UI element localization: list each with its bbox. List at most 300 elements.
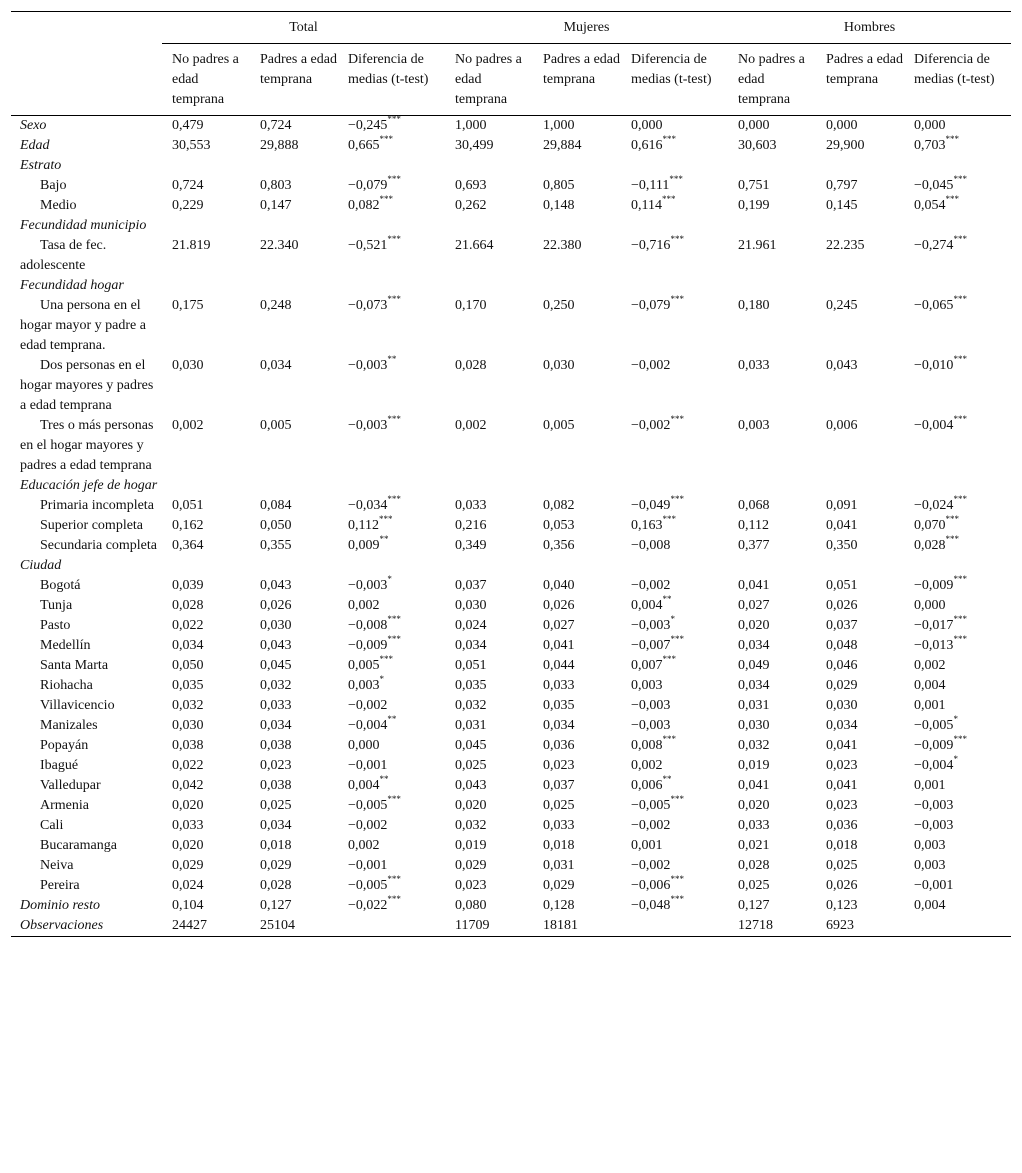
table-cell [533, 836, 621, 856]
table-cell [533, 916, 621, 937]
cell-value: 0,032 [172, 698, 204, 713]
cell-value: 0,051 [455, 658, 487, 673]
cell-value: −0,003 [914, 818, 954, 833]
row-label: Villavicencio [40, 698, 115, 713]
table-cell [162, 876, 250, 896]
cell-value: 0,021 [738, 838, 770, 853]
row-label: Medio [40, 198, 77, 213]
table-cell [816, 896, 904, 916]
cell-value: −0,002 [631, 858, 671, 873]
cell-value: 0,029 [455, 858, 487, 873]
table-cell [338, 716, 445, 736]
table-cell [621, 136, 728, 156]
cell-value: 0,082 [543, 498, 575, 513]
significance-marker: *** [662, 654, 677, 665]
cell-value: 0,041 [826, 738, 858, 753]
stub-header [11, 12, 162, 44]
cell-value: 0,038 [260, 738, 292, 753]
table-cell [728, 896, 816, 916]
cell-value: 0,248 [260, 298, 292, 313]
table-cell [728, 596, 816, 616]
cell-value: 0,033 [543, 678, 575, 693]
cell-value: 0,050 [260, 518, 292, 533]
cell-value: −0,002 [348, 818, 388, 833]
table-cell [162, 116, 250, 137]
table-cell [728, 696, 816, 716]
table-cell [338, 296, 445, 356]
cell-value: 0,001 [914, 778, 946, 793]
table-cell [338, 416, 445, 476]
cell-value: 0,027 [738, 598, 770, 613]
table-cell [338, 236, 445, 276]
table-row [11, 696, 1011, 716]
cell-value: 0,051 [172, 498, 204, 513]
cell-value: 0,041 [738, 578, 770, 593]
table-cell [162, 716, 250, 736]
section-header-row [11, 276, 1011, 296]
cell-value: 0,170 [455, 298, 487, 313]
table-cell [445, 536, 533, 556]
table-cell [621, 696, 728, 716]
table-cell [728, 576, 816, 596]
cell-value: 22.235 [826, 238, 865, 253]
cell-value: −0,008 [348, 618, 388, 633]
table-cell [904, 836, 1011, 856]
table-row [11, 756, 1011, 776]
table-body [11, 116, 1011, 937]
table-cell [904, 916, 1011, 937]
table-row [11, 176, 1011, 196]
cell-value: 0,034 [260, 818, 292, 833]
section-label: Fecundidad hogar [20, 278, 124, 293]
table-cell [904, 536, 1011, 556]
cell-value: 0,028 [914, 538, 946, 553]
col-header: Diferencia de medias (t-test) [904, 44, 1011, 116]
significance-marker: *** [670, 234, 684, 245]
table-cell [621, 636, 728, 656]
cell-value: 0,004 [348, 778, 380, 793]
table-cell [816, 196, 904, 216]
table-cell [250, 636, 338, 656]
cell-value: 0,033 [738, 358, 770, 373]
table-cell [250, 876, 338, 896]
table-cell [533, 116, 621, 137]
table-cell [445, 116, 533, 137]
significance-marker: *** [387, 174, 401, 185]
table-cell [445, 356, 533, 416]
table-cell [904, 236, 1011, 276]
cell-value: 0,020 [172, 798, 204, 813]
table-cell [338, 176, 445, 196]
table-cell [250, 616, 338, 636]
table-cell [816, 796, 904, 816]
table-cell [445, 136, 533, 156]
row-label: Neiva [40, 858, 74, 873]
cell-value: −0,274 [914, 238, 954, 253]
table-cell [816, 116, 904, 137]
cell-value: 0,350 [826, 538, 858, 553]
table-cell [533, 416, 621, 476]
cell-value: 0,162 [172, 518, 204, 533]
cell-value: 0,034 [260, 718, 292, 733]
cell-value: −0,001 [914, 878, 954, 893]
table-cell [621, 176, 728, 196]
table-row [11, 816, 1011, 836]
cell-value: 1,000 [455, 118, 487, 133]
table-cell [250, 836, 338, 856]
table-cell [445, 756, 533, 776]
cell-value: 29,900 [826, 138, 865, 153]
cell-value: −0,521 [348, 238, 388, 253]
cell-value: 1,000 [543, 118, 575, 133]
cell-value: 0,035 [543, 698, 575, 713]
significance-marker: *** [387, 614, 401, 625]
table-cell [445, 516, 533, 536]
cell-value: −0,013 [914, 638, 954, 653]
cell-value: 22.380 [543, 238, 582, 253]
table-cell [621, 796, 728, 816]
table-cell [816, 596, 904, 616]
table-row [11, 836, 1011, 856]
cell-value: 0,123 [826, 898, 858, 913]
cell-value: 0,022 [172, 618, 204, 633]
significance-marker: *** [669, 174, 683, 185]
table-cell [338, 876, 445, 896]
cell-value: 0,036 [543, 738, 575, 753]
table-cell [816, 536, 904, 556]
row-label: Medellín [40, 638, 91, 653]
table-cell [445, 856, 533, 876]
cell-value: −0,048 [631, 898, 671, 913]
cell-value: 0,703 [914, 138, 946, 153]
table-cell [621, 856, 728, 876]
table-cell [904, 756, 1011, 776]
summary-statistics-table [11, 11, 1011, 937]
cell-value: 0,037 [455, 578, 487, 593]
cell-value: 0,020 [172, 838, 204, 853]
table-cell [533, 696, 621, 716]
significance-marker: *** [945, 134, 960, 145]
cell-value: 0,023 [826, 758, 858, 773]
cell-value: 6923 [826, 918, 855, 933]
cell-value: −0,079 [348, 178, 388, 193]
cell-value: 0,050 [172, 658, 204, 673]
cell-value: 0,028 [738, 858, 770, 873]
cell-value: 0,002 [348, 838, 380, 853]
cell-value: 0,032 [455, 698, 487, 713]
column-header-row [11, 44, 1011, 116]
cell-value: 0,053 [543, 518, 575, 533]
table-cell [904, 716, 1011, 736]
cell-value: 0,049 [738, 658, 770, 673]
cell-value: 0,147 [260, 198, 292, 213]
table-cell [816, 716, 904, 736]
cell-value: −0,065 [914, 298, 954, 313]
cell-value: 0,148 [543, 198, 575, 213]
cell-value: −0,008 [631, 538, 671, 553]
row-label: Valledupar [40, 778, 101, 793]
significance-marker: * [387, 574, 392, 585]
table-cell [162, 816, 250, 836]
table-cell [728, 296, 816, 356]
table-row [11, 796, 1011, 816]
table-cell [338, 496, 445, 516]
table-cell [162, 596, 250, 616]
table-row [11, 116, 1011, 137]
table-cell [728, 816, 816, 836]
cell-value: 0,002 [631, 758, 663, 773]
table-cell [162, 896, 250, 916]
table-cell [162, 916, 250, 937]
significance-marker: *** [945, 534, 960, 545]
cell-value: 30,553 [172, 138, 211, 153]
cell-value: 0,025 [738, 878, 770, 893]
significance-marker: * [953, 754, 958, 765]
cell-value: 0,355 [260, 538, 292, 553]
table-cell [533, 536, 621, 556]
table-cell [162, 516, 250, 536]
table-cell [445, 196, 533, 216]
table-row [11, 676, 1011, 696]
row-label: Tres o más personas en el hogar mayores y padres a edad temprana [20, 418, 154, 473]
table-cell [533, 756, 621, 776]
table-cell [621, 356, 728, 416]
table-cell [162, 796, 250, 816]
table-row [11, 296, 1011, 356]
table-cell [904, 296, 1011, 356]
table-cell [728, 356, 816, 416]
table-cell [728, 136, 816, 156]
table-cell [904, 116, 1011, 137]
table-cell [621, 536, 728, 556]
cell-value: 0,006 [826, 418, 858, 433]
table-cell [621, 116, 728, 137]
table-cell [445, 416, 533, 476]
table-cell [338, 816, 445, 836]
table-cell [162, 496, 250, 516]
cell-value: 0,034 [738, 638, 770, 653]
cell-value: 0,032 [455, 818, 487, 833]
table-cell [621, 616, 728, 636]
cell-value: −0,004 [914, 758, 954, 773]
col-header: No padres a edad temprana [162, 44, 250, 116]
table-row [11, 196, 1011, 216]
table-cell [728, 236, 816, 276]
cell-value: 0,020 [738, 798, 770, 813]
significance-marker: *** [379, 194, 393, 205]
cell-value: −0,022 [348, 898, 388, 913]
significance-marker: *** [379, 134, 393, 145]
table-cell [445, 236, 533, 276]
table-cell [533, 176, 621, 196]
cell-value: 0,025 [455, 758, 487, 773]
significance-marker: *** [387, 794, 401, 805]
cell-value: −0,017 [914, 618, 954, 633]
cell-value: 0,068 [738, 498, 770, 513]
cell-value: 0,026 [260, 598, 292, 613]
table-cell [250, 656, 338, 676]
cell-value: 0,041 [826, 518, 858, 533]
table-cell [162, 776, 250, 796]
cell-value: 0,040 [543, 578, 575, 593]
table-cell [904, 676, 1011, 696]
cell-value: 0,003 [914, 858, 946, 873]
row-label: Tunja [40, 598, 73, 613]
table-cell [816, 696, 904, 716]
table-cell [533, 676, 621, 696]
table-cell [250, 676, 338, 696]
col-header: Padres a edad temprana [250, 44, 338, 116]
row-label: Secundaria completa [40, 538, 158, 553]
significance-marker: ** [387, 354, 397, 365]
table-cell [338, 856, 445, 876]
table-cell [904, 576, 1011, 596]
cell-value: 0,039 [172, 578, 204, 593]
row-label: Tasa de fec. adolescente [20, 238, 107, 273]
cell-value: −0,079 [631, 298, 671, 313]
cell-value: 0,026 [543, 598, 575, 613]
table-cell [621, 496, 728, 516]
cell-value: −0,045 [914, 178, 954, 193]
table-cell [250, 416, 338, 476]
table-cell [338, 516, 445, 536]
cell-value: 0,024 [172, 878, 204, 893]
significance-marker: *** [670, 874, 684, 885]
cell-value: −0,001 [348, 858, 388, 873]
cell-value: 0,020 [455, 798, 487, 813]
cell-value: −0,716 [631, 238, 671, 253]
cell-value: −0,006 [631, 878, 671, 893]
cell-value: 0,046 [826, 658, 858, 673]
cell-value: 0,000 [914, 598, 946, 613]
table-row [11, 656, 1011, 676]
cell-value: 0,018 [543, 838, 575, 853]
table-cell [621, 716, 728, 736]
cell-value: 0,175 [172, 298, 204, 313]
cell-value: 0,002 [348, 598, 380, 613]
table-cell [728, 836, 816, 856]
cell-value: 21.819 [172, 238, 211, 253]
table-cell [250, 596, 338, 616]
cell-value: 0,033 [738, 818, 770, 833]
table-cell [338, 636, 445, 656]
table-cell [445, 736, 533, 756]
cell-value: 0,114 [631, 198, 663, 213]
cell-value: 29,888 [260, 138, 299, 153]
row-label: Primaria incompleta [40, 498, 154, 513]
table-cell [621, 876, 728, 896]
table-cell [533, 296, 621, 356]
table-cell [533, 736, 621, 756]
table-cell [816, 416, 904, 476]
table-cell [250, 116, 338, 137]
table-cell [621, 516, 728, 536]
significance-marker: *** [662, 134, 677, 145]
table-cell [338, 656, 445, 676]
cell-value: 0,724 [172, 178, 204, 193]
table-cell [904, 516, 1011, 536]
significance-marker: *** [662, 734, 677, 745]
cell-value: 24427 [172, 918, 207, 933]
cell-value: 0,127 [738, 898, 770, 913]
row-label: Superior completa [40, 518, 144, 533]
cell-value: 21.961 [738, 238, 777, 253]
cell-value: 0,034 [738, 678, 770, 693]
table-row [11, 716, 1011, 736]
cell-value: 0,028 [455, 358, 487, 373]
cell-value: 0,104 [172, 898, 204, 913]
table-row [11, 356, 1011, 416]
table-cell [445, 636, 533, 656]
cell-value: 0,038 [260, 778, 292, 793]
table-cell [816, 876, 904, 896]
cell-value: 0,030 [826, 698, 858, 713]
cell-value: 0,199 [738, 198, 770, 213]
row-label: Dos personas en el hogar mayores y padres a edad temprana [20, 358, 154, 413]
cell-value: 0,033 [543, 818, 575, 833]
cell-value: 0,002 [914, 658, 946, 673]
table-cell [904, 696, 1011, 716]
cell-value: −0,003 [914, 798, 954, 813]
cell-value: −0,111 [631, 178, 670, 193]
table-cell [533, 636, 621, 656]
table-row [11, 776, 1011, 796]
cell-value: 0,029 [826, 678, 858, 693]
significance-marker: *** [953, 414, 967, 425]
table-cell [816, 496, 904, 516]
cell-value: 0,000 [348, 738, 380, 753]
cell-value: 0,001 [631, 838, 663, 853]
table-cell [338, 796, 445, 816]
cell-value: −0,002 [348, 698, 388, 713]
cell-value: 0,003 [914, 838, 946, 853]
table-cell [445, 656, 533, 676]
cell-value: −0,003 [631, 718, 671, 733]
cell-value: 0,665 [348, 138, 380, 153]
table-cell [728, 856, 816, 876]
cell-value: 0,084 [260, 498, 292, 513]
table-row [11, 916, 1011, 937]
cell-value: 0,216 [455, 518, 487, 533]
row-label: Popayán [40, 738, 89, 753]
table-cell [728, 916, 816, 937]
significance-marker: *** [670, 794, 684, 805]
cell-value: 0,037 [826, 618, 858, 633]
significance-marker: ** [662, 594, 672, 605]
cell-value: 0,007 [631, 658, 663, 673]
cell-value: 0,019 [738, 758, 770, 773]
row-label: Dominio resto [20, 898, 100, 913]
table-cell [621, 896, 728, 916]
cell-value: 0,004 [914, 898, 946, 913]
significance-marker: *** [670, 634, 684, 645]
cell-value: 0,035 [455, 678, 487, 693]
section-header-row [11, 216, 1011, 236]
cell-value: 0,037 [543, 778, 575, 793]
table-cell [338, 116, 445, 137]
cell-value: −0,002 [631, 418, 671, 433]
table-cell [621, 656, 728, 676]
section-label: Fecundidad municipio [20, 218, 147, 233]
table-cell [904, 856, 1011, 876]
row-label: Edad [20, 138, 50, 153]
significance-marker: *** [953, 574, 967, 585]
cell-value: 0,032 [738, 738, 770, 753]
cell-value: 0,002 [455, 418, 487, 433]
group-mujeres: Mujeres [445, 12, 728, 44]
cell-value: 0,048 [826, 638, 858, 653]
cell-value: 0,034 [172, 638, 204, 653]
